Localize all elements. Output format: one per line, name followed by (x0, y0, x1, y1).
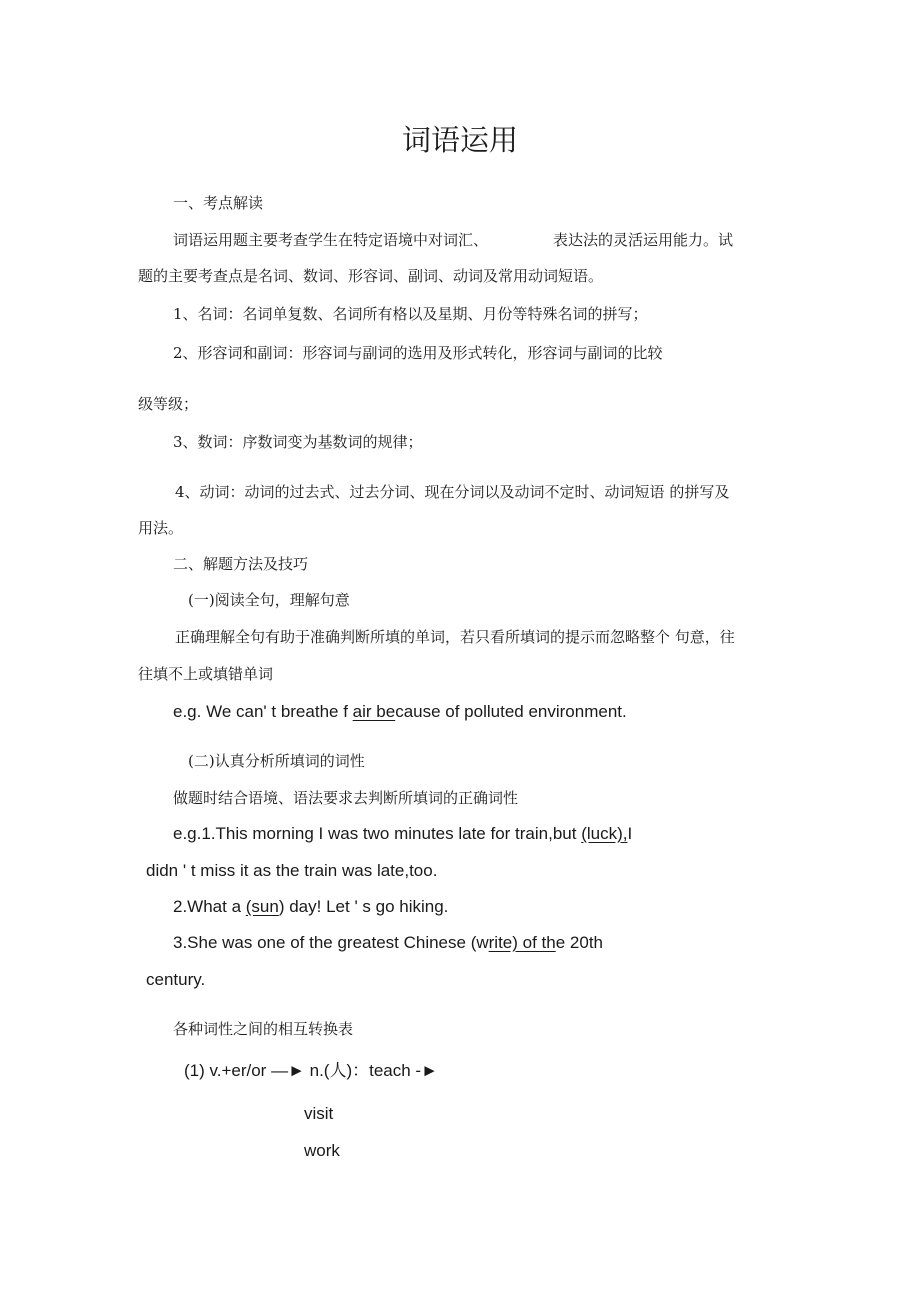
example-4-c: e 20th (555, 933, 603, 952)
page-title: 词语运用 (402, 123, 519, 157)
example-2-a: e.g.1.This morning I was two minutes late for train,but (173, 824, 582, 843)
example-1-a: e.g. We can' t breathe f (173, 702, 353, 721)
example-4-cont: century. (146, 970, 206, 989)
example-2-cont: didn ' t miss it as the train was late,too. (146, 861, 438, 880)
example-2-c: I (627, 824, 633, 843)
subheading-word-class: (二)认真分析所填词的词性 (188, 752, 365, 770)
intro-line-1a: 词语运用题主要考查学生在特定语境中对词汇、 (173, 231, 489, 249)
point-verb-2: 用法。 (138, 519, 184, 537)
example-3-underlined: (sun (245, 897, 279, 916)
subheading-read-sentence: (一)阅读全句，理解句意 (188, 591, 350, 609)
example-3-a: 2.What a (173, 897, 246, 916)
section-1-heading: 一、考点解读 (173, 194, 264, 212)
section-2-heading: 二、解题方法及技巧 (173, 555, 309, 573)
conversion-rule-1: (1) v.+er/or —► n.(人)：teach -► (184, 1061, 438, 1080)
example-4-a: 3.She was one of the greatest Chinese (w (173, 933, 489, 952)
example-1 (173, 702, 627, 722)
desc-word-class: 做题时结合语境、语法要求去判断所填词的正确词性 (173, 789, 519, 807)
conversion-table-title: 各种词性之间的相互转换表 (173, 1020, 354, 1038)
example-4-underlined: rite) of th (488, 933, 556, 952)
example-2 (173, 824, 632, 844)
word-work: work (304, 1141, 340, 1160)
example-1-underlined: air be (352, 702, 396, 721)
point-adj-adv-2: 级等级； (138, 395, 199, 413)
point-noun: 1、名词：名词单复数、名词所有格以及星期、月份等特殊名词的拼写； (173, 305, 648, 323)
point-verb-1: 4、动词：动词的过去式、过去分词、现在分词以及动词不定时、动词短语 的拼写及 (175, 483, 730, 501)
desc-read-1: 正确理解全句有助于准确判断所填的单词，若只看所填词的提示而忽略整个 句意，往 (175, 628, 735, 646)
example-2-underlined: (luck), (581, 824, 628, 843)
example-3-c: ) day! Let ' s go hiking. (278, 897, 449, 916)
word-visit: visit (304, 1104, 334, 1123)
intro-line-2: 题的主要考查点是名词、数词、形容词、副词、动词及常用动词短语。 (138, 267, 604, 285)
example-3 (173, 897, 448, 917)
example-4 (173, 933, 603, 953)
point-adj-adv-1: 2、形容词和副词：形容词与副词的选用及形式转化，形容词与副词的比较 (173, 344, 663, 362)
intro-line-1b: 表达法的灵活运用能力。试 (553, 231, 734, 249)
desc-read-2: 往填不上或填错单词 (138, 665, 274, 683)
point-numeral: 3、数词：序数词变为基数词的规律； (173, 433, 423, 451)
example-1-c: cause of polluted environment. (395, 702, 627, 721)
